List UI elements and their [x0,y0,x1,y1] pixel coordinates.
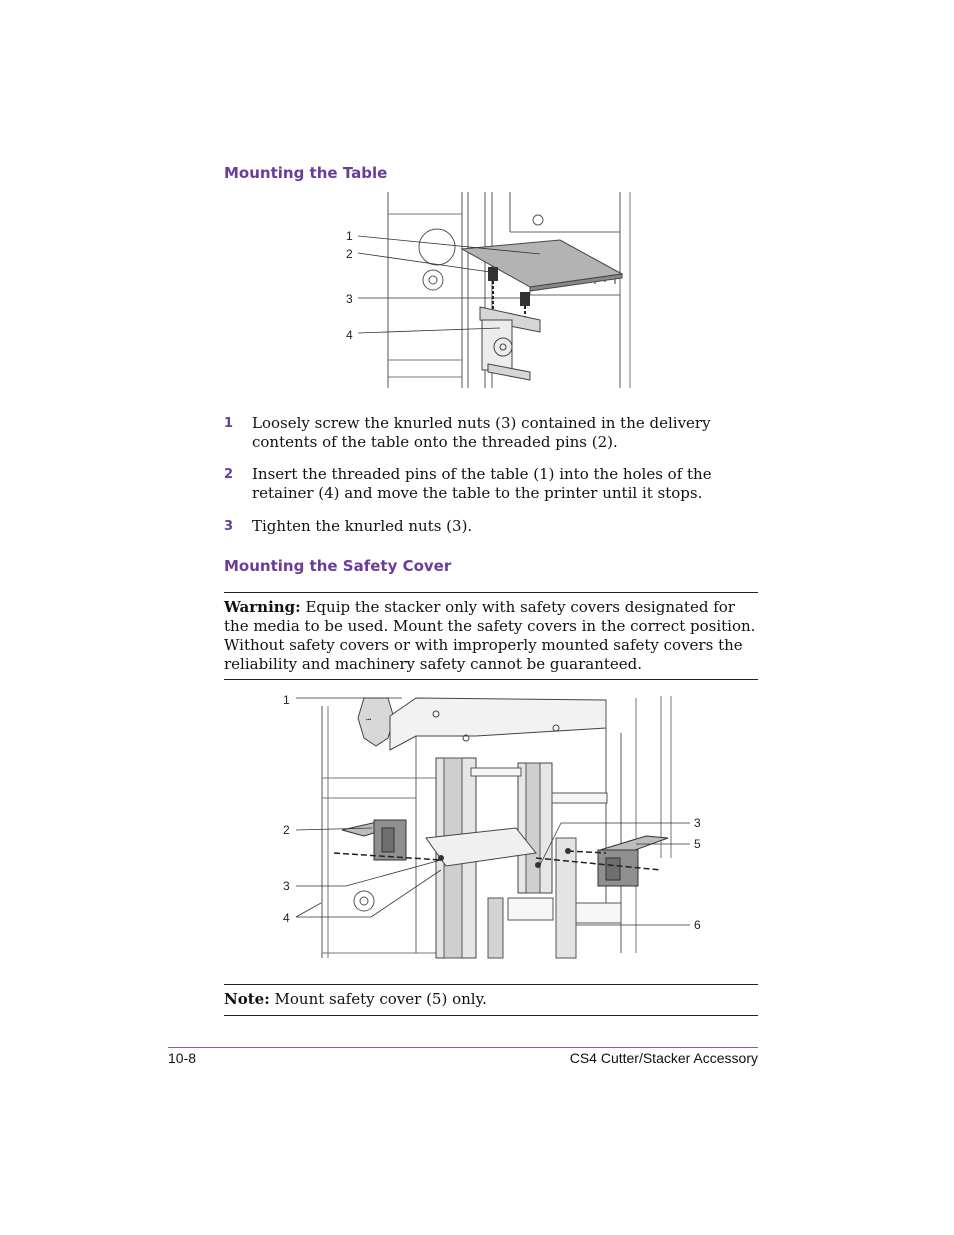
step-2 [224,465,758,505]
table-mounting-illustration [340,192,640,388]
step-3 [224,517,758,537]
step-number: 2 [224,467,234,482]
safety-cover-mounting-illustration [276,688,716,970]
note-bottom-rule [224,1015,758,1016]
callout-3: 3 [346,292,353,306]
callout-3-right: 3 [694,816,701,830]
step-1 [224,414,758,454]
step-number: 1 [224,416,234,431]
page-number: 10-8 [168,1050,197,1066]
section-heading-mounting-table: Mounting the Table [224,164,388,182]
svg-text:▪▪▪: ▪▪▪ [366,717,372,723]
footer-rule [168,1047,758,1048]
callout-4: 4 [283,911,290,925]
callout-3: 3 [283,879,290,893]
warning-label: Warning: [224,598,301,616]
step-text: Tighten the knurled nuts (3). [252,517,473,535]
callout-4: 4 [346,328,353,342]
callout-1: 1 [346,229,353,243]
warning-box [224,598,758,674]
step-text: Insert the threaded pins of the table (1) into the holes of the retainer (4) and move the table to the printer until it stops. [252,465,712,502]
footer-title: CS4 Cutter/Stacker Accessory [569,1050,758,1066]
warning-bottom-rule [224,679,758,680]
callout-2: 2 [283,823,290,837]
warning-text: Equip the stacker only with safety covers designated for the media to be used. Mount the safety covers in the correct position. Without safety covers or with improperly mounted safety covers the reliability and machinery safety cannot be guaranteed. [224,598,756,673]
note-text: Mount safety cover (5) only. [274,990,487,1008]
callout-1: 1 [283,693,290,707]
callout-2: 2 [346,247,353,261]
note-box [224,990,758,1009]
step-text: Loosely screw the knurled nuts (3) contained in the delivery contents of the table onto the threaded pins (2). [252,414,711,451]
note-label: Note: [224,990,270,1008]
callout-6: 6 [694,918,701,932]
section-heading-mounting-safety-cover: Mounting the Safety Cover [224,557,452,575]
step-number: 3 [224,519,234,534]
callout-5: 5 [694,837,701,851]
warning-top-rule [224,592,758,593]
note-top-rule [224,984,758,985]
